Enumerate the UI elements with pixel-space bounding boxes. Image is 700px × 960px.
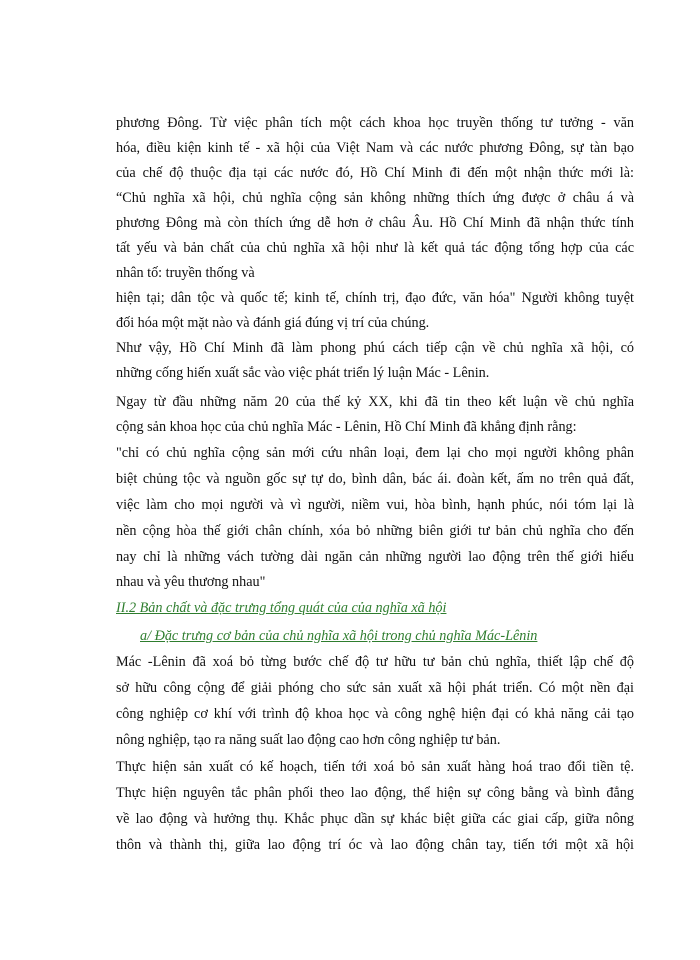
paragraph-line: việc làm cho mọi người và vì người, niềm vui, hòa bình, hạnh phúc, nói tóm lại là — [116, 497, 634, 513]
paragraph-line: đối hóa một mặt nào và đánh giá đúng vị trí của chúng. — [116, 315, 430, 331]
paragraph-line: hiện tại; dân tộc và quốc tế; kinh tế, chính trị, đạo đức, văn hóa" Người không tuyệt — [116, 290, 634, 306]
paragraph-line: nông nghiệp, tạo ra năng suất lao động cao hơn công nghiệp tư bản. — [116, 732, 501, 748]
paragraph-line: nhân tố: truyền thống và — [116, 265, 255, 281]
paragraph-line: Như vậy, Hồ Chí Minh đã làm phong phú cách tiếp cận về chủ nghĩa xã hội, có — [116, 340, 634, 356]
paragraph-line: Thực hiện sản xuất có kế hoạch, tiến tới xoá bỏ sản xuất hàng hoá trao đổi tiền tệ. — [116, 759, 634, 775]
subsection-heading: a/ Đặc trưng cơ bản của chủ nghĩa xã hội trong chủ nghĩa Mác-Lênin — [140, 628, 538, 644]
paragraph-line: sở hữu công cộng để giải phóng cho sức sản xuất xã hội phát triển. Có một nền đại — [116, 680, 634, 696]
paragraph-line: Mác -Lênin đã xoá bỏ từng bước chế độ tư hữu tư bản chủ nghĩa, thiết lập chế độ — [116, 654, 634, 670]
paragraph-line: công nghiệp cơ khí với trình độ khoa học và công nghệ hiện đại có khả năng cải tạo — [116, 706, 634, 722]
paragraph-line: phương Đông mà còn thích ứng dễ hơn ở châu Âu. Hồ Chí Minh đã nhận thức tính — [116, 215, 634, 231]
paragraph-line: nền cộng hòa thế giới chân chính, xóa bỏ những biên giới tư bản chủ nghĩa cho đến — [116, 523, 634, 539]
section-heading: II.2 Bản chất và đặc trưng tổng quát của của nghĩa xã hội — [116, 600, 447, 616]
paragraph-line: nay chỉ là những vách tường dài ngăn cản những người lao động trên thế giới hiểu — [116, 549, 634, 565]
paragraph-line: nhau và yêu thương nhau" — [116, 574, 266, 590]
paragraph-line: Thực hiện nguyên tắc phân phối theo lao động, thể hiện sự công bằng và bình đẳng — [116, 785, 634, 801]
paragraph-line: "chỉ có chủ nghĩa cộng sản mới cứu nhân loại, đem lại cho mọi người không phân — [116, 445, 634, 461]
paragraph-line: cộng sản khoa học của chủ nghĩa Mác - Lênin, Hồ Chí Minh đã khẳng định rằng: — [116, 419, 577, 435]
paragraph-line: của chế độ thuộc địa tại các nước đó, Hồ Chí Minh đi đến một nhận thức mới là: — [116, 165, 634, 181]
paragraph-line: Ngay từ đầu những năm 20 của thế kỷ XX, khi đã tin theo kết luận về chủ nghĩa — [116, 394, 634, 410]
paragraph-line: những cống hiến xuất sắc vào việc phát triển lý luận Mác - Lênin. — [116, 365, 490, 381]
paragraph-line: thôn và thành thị, giữa lao động trí óc và lao động chân tay, tiến tới một xã hội — [116, 837, 634, 853]
paragraph-line: tất yếu và bản chất của chủ nghĩa xã hội như là kết quả tác động tổng hợp của các — [116, 240, 634, 256]
paragraph-line: “Chủ nghĩa xã hội, chủ nghĩa cộng sản không những thích ứng được ở châu á và — [116, 190, 634, 206]
paragraph-line: hóa, điều kiện kinh tế - xã hội của Việt Nam và các nước phương Đông, sự tàn bạo — [116, 140, 634, 156]
paragraph-line: biệt chủng tộc và nguồn gốc sự tự do, bình dân, bác ái. đoàn kết, ấm no trên quả đất, — [116, 471, 634, 487]
paragraph-line: về lao động và hưởng thụ. Khắc phục dần sự khác biệt giữa các giai cấp, giữa nông — [116, 811, 634, 827]
paragraph-line: phương Đông. Từ việc phân tích một cách khoa học truyền thống tư tưởng - văn — [116, 115, 634, 131]
